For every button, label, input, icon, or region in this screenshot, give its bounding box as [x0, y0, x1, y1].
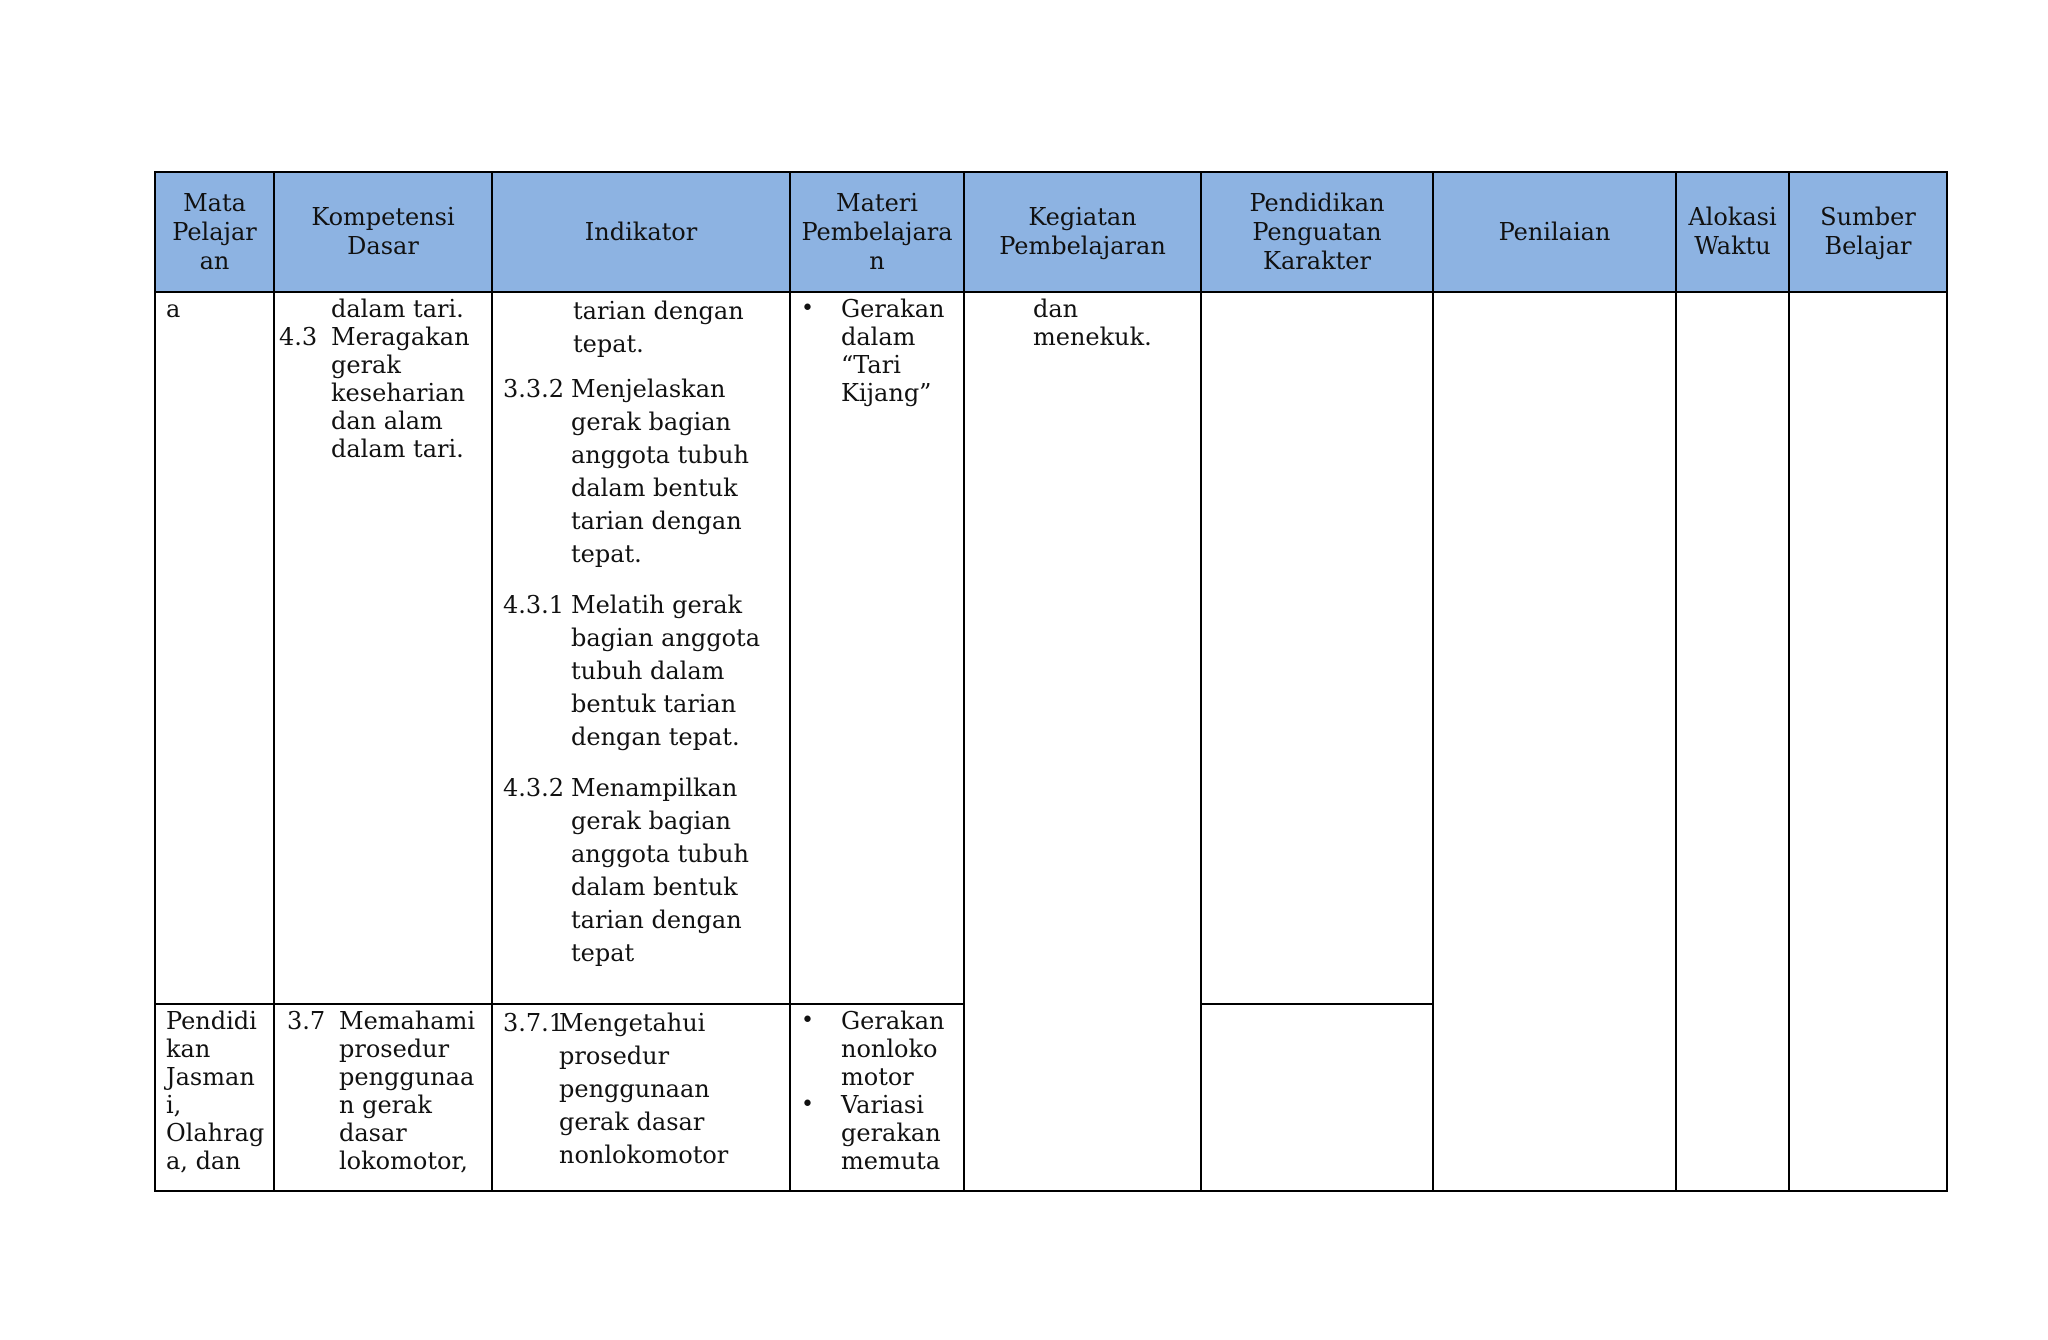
indicator-text: penggunaan: [559, 1075, 710, 1103]
kd-text: Memahami: [339, 1007, 476, 1035]
cell-materi: [790, 292, 964, 1004]
material-text: dalam: [841, 323, 916, 351]
material-text: Gerakan: [841, 1007, 945, 1035]
material-text: Kijang”: [841, 379, 932, 407]
kd-text: lokomotor,: [339, 1147, 468, 1175]
indicator-text: Mengetahui: [559, 1009, 706, 1037]
cell-mata-pelajaran: [155, 1004, 274, 1191]
cell-indikator: [492, 292, 790, 1004]
material-text: gerakan: [841, 1119, 941, 1147]
kd-text: Meragakan: [331, 323, 470, 351]
header-label: Mata: [183, 188, 246, 217]
header-sumber-belajar: [1789, 172, 1947, 292]
header-mata-pelajaran: [155, 172, 274, 292]
kd-text: n gerak: [339, 1091, 432, 1119]
header-label: Pembelajaran: [999, 232, 1166, 260]
indicator-text: Melatih gerak: [571, 591, 743, 619]
indicator-text: prosedur: [559, 1042, 670, 1070]
bullet-icon: •: [801, 1092, 814, 1117]
material-text: nonloko: [841, 1035, 938, 1063]
cell-indikator: [492, 1004, 790, 1191]
subject-text: a, dan: [166, 1147, 241, 1175]
kd-text: prosedur: [339, 1035, 450, 1063]
indicator-number: 4.3.2: [503, 774, 565, 802]
kd-text: gerak: [331, 351, 401, 379]
header-label: Dasar: [347, 232, 419, 260]
indicator-number: 3.3.2: [503, 375, 565, 403]
header-label: Pembelajara: [801, 217, 953, 246]
bullet-icon: •: [801, 1008, 814, 1033]
header-label: Belajar: [1824, 232, 1912, 260]
kd-text: dalam tari.: [331, 295, 464, 323]
subject-text: Olahrag: [166, 1119, 265, 1147]
activity-text: menekuk.: [1033, 323, 1152, 351]
cell-mata-pelajaran: [155, 292, 274, 1004]
cell-materi: [790, 1004, 964, 1191]
indicator-text: bentuk tarian: [571, 690, 737, 718]
indicator-item: [503, 1007, 779, 1172]
kd-text: keseharian: [331, 379, 465, 407]
header-alokasi-waktu: [1676, 172, 1789, 292]
kd-text: dasar: [339, 1119, 407, 1147]
header-label: Pendidikan: [1249, 188, 1385, 217]
header-materi-pembelajaran: [790, 172, 964, 292]
header-kegiatan-pembelajaran: [964, 172, 1201, 292]
subject-text: Pendidi: [166, 1007, 257, 1035]
header-label: Karakter: [1263, 246, 1371, 275]
indicator-text: dalam bentuk: [571, 873, 738, 901]
indicator-text: gerak bagian: [571, 807, 731, 835]
indicator-text: anggota tubuh: [571, 441, 749, 469]
indicator-item: [503, 373, 779, 571]
indicator-number: 4.3.1: [503, 591, 565, 619]
material-text: memuta: [841, 1147, 941, 1175]
header-row: [155, 172, 1947, 292]
subject-text: a: [166, 295, 181, 323]
list-item: [801, 295, 953, 407]
indicator-text: tarian dengan: [573, 297, 744, 325]
kd-text: penggunaa: [339, 1063, 475, 1091]
cell-penilaian: [1433, 292, 1676, 1191]
indicator-text: tepat.: [571, 540, 642, 568]
kd-text: dalam tari.: [331, 435, 464, 463]
kd-text: dan alam: [331, 407, 443, 435]
material-text: “Tari: [841, 351, 901, 379]
subject-text: Jasman: [166, 1063, 255, 1091]
indicator-text: bagian anggota: [571, 624, 760, 652]
material-text: Variasi: [841, 1091, 924, 1119]
header-pendidikan-penguatan-karakter: [1201, 172, 1433, 292]
header-label: n: [869, 246, 885, 275]
header-label: Materi: [836, 188, 918, 217]
indicator-item: [503, 589, 779, 754]
header-penilaian: [1433, 172, 1676, 292]
indicator-text: Menampilkan: [571, 774, 738, 802]
material-text: Gerakan: [841, 295, 945, 323]
indicator-text: anggota tubuh: [571, 840, 749, 868]
header-label: Kompetensi: [311, 203, 455, 231]
header-label: Indikator: [584, 217, 698, 246]
header-label: Penilaian: [1498, 217, 1611, 246]
cell-sumber: [1789, 292, 1947, 1191]
indicator-text: tepat.: [573, 330, 644, 358]
indicator-text: gerak dasar: [559, 1108, 705, 1136]
kd-number: 4.3: [279, 323, 318, 351]
subject-text: i,: [166, 1091, 182, 1119]
material-text: motor: [841, 1063, 914, 1091]
subject-text: kan: [166, 1035, 211, 1063]
indicator-text: tarian dengan: [571, 906, 742, 934]
indicator-number: 3.7.1: [503, 1009, 565, 1037]
header-kompetensi-dasar: [274, 172, 492, 292]
cell-kompetensi-dasar: [274, 1004, 492, 1191]
indicator-text: tarian dengan: [571, 507, 742, 535]
lesson-plan-table: [154, 171, 1948, 1192]
header-label: Kegiatan: [1028, 203, 1137, 231]
indicator-text: dengan tepat.: [571, 723, 740, 751]
header-label: Pelajar: [172, 217, 257, 246]
indicator-text: dalam bentuk: [571, 474, 738, 502]
kd-number: 3.7: [287, 1007, 326, 1035]
list-item: [801, 1091, 953, 1175]
indicator-text: Menjelaskan: [571, 375, 726, 403]
header-label: Sumber: [1820, 203, 1916, 231]
header-label: an: [199, 246, 230, 275]
indicator-item: [503, 772, 779, 970]
indicator-text: tepat: [571, 939, 635, 967]
cell-ppk: [1201, 1004, 1433, 1191]
table-row: [155, 292, 1947, 1004]
cell-alokasi: [1676, 292, 1789, 1191]
indicator-text: gerak bagian: [571, 408, 731, 436]
cell-kegiatan: [964, 292, 1201, 1191]
cell-ppk: [1201, 292, 1433, 1004]
header-label: Alokasi: [1688, 203, 1777, 231]
header-label: Waktu: [1694, 232, 1771, 260]
activity-text: dan: [1033, 295, 1079, 323]
bullet-icon: •: [801, 296, 814, 321]
list-item: [801, 1007, 953, 1091]
cell-kompetensi-dasar: [274, 292, 492, 1004]
indicator-text: nonlokomotor: [559, 1141, 729, 1169]
header-indikator: [492, 172, 790, 292]
indicator-text: tubuh dalam: [571, 657, 725, 685]
header-label: Penguatan: [1252, 217, 1382, 246]
